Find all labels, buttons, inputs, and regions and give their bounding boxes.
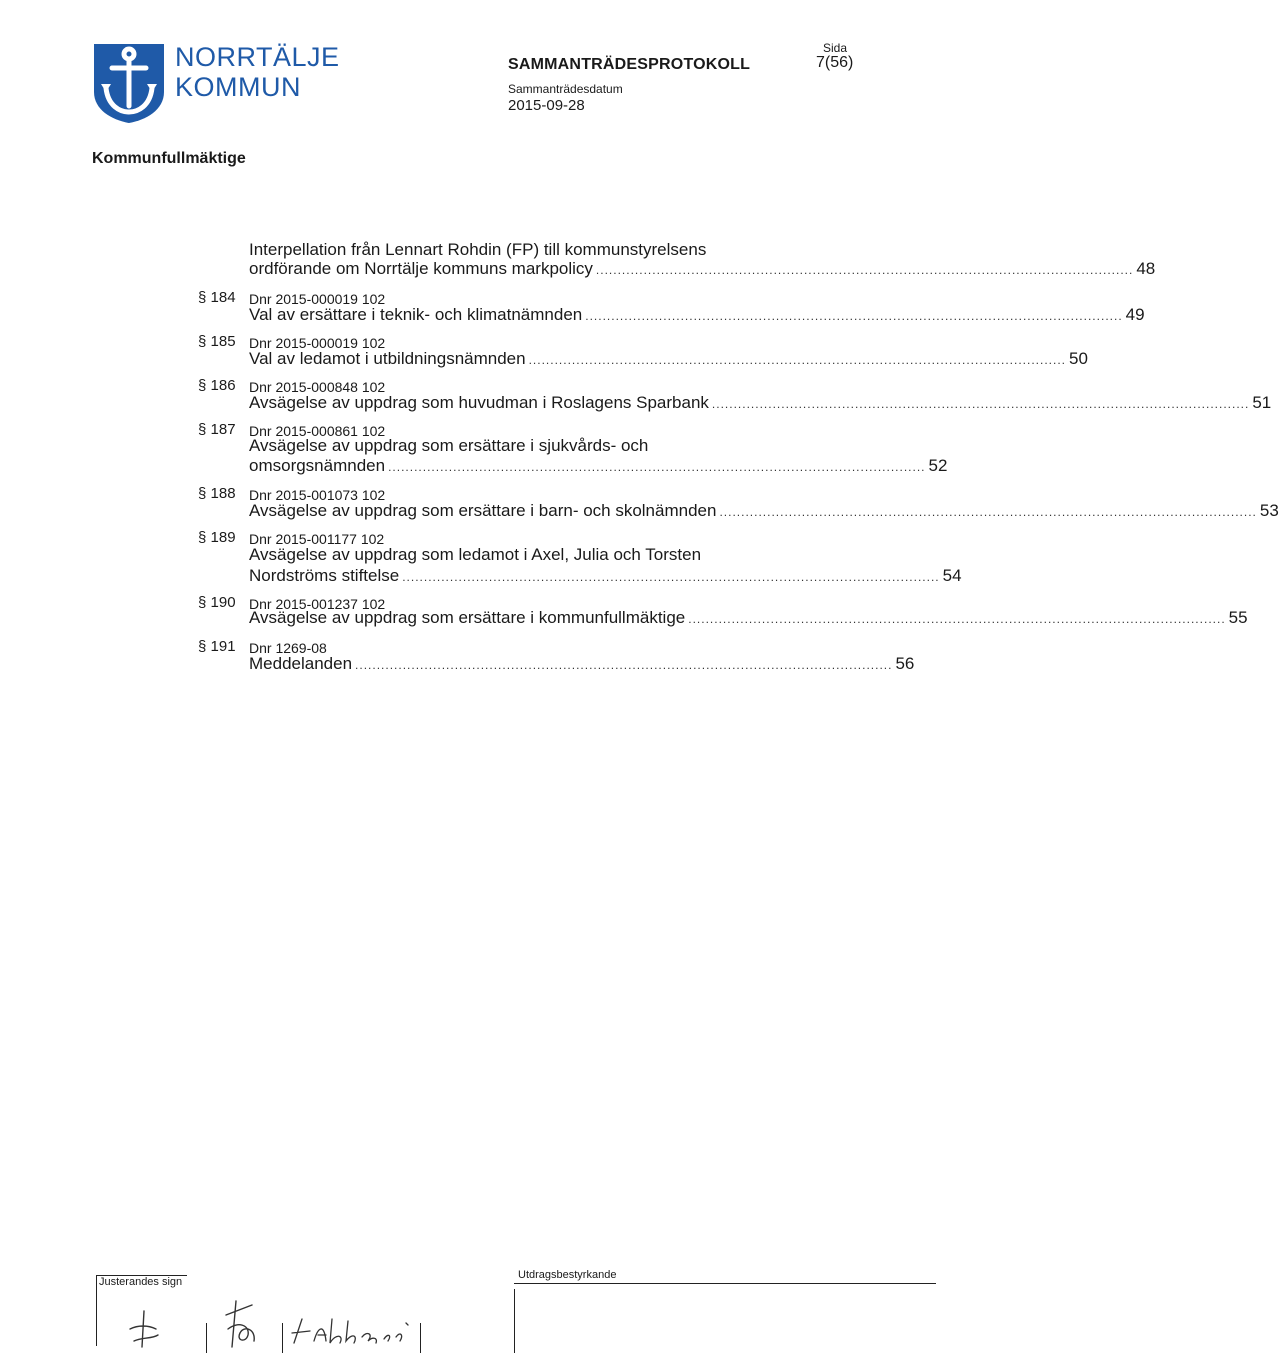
toc-entry-dnr: Dnr 2015-001073 102: [249, 487, 386, 503]
toc-entry-dnr: Dnr 2015-000019 102: [249, 335, 386, 351]
assembly-name: Kommunfullmäktige: [92, 150, 246, 167]
leader-dots: ............................................................................................................................: [355, 658, 893, 672]
toc-entry-paragraph: § 185: [198, 333, 236, 350]
divider: [206, 1323, 207, 1353]
toc-entry-last-line: [249, 501, 1279, 522]
leader-dots: ............................................................................................................................: [711, 397, 1250, 411]
divider: [420, 1323, 421, 1353]
toc-entry-page: 56: [895, 654, 915, 673]
toc-entry-last-line: [249, 305, 1145, 326]
toc-entry-dnr: Dnr 2015-000848 102: [249, 379, 386, 395]
toc-entry-title: ordförande om Norrtälje kommuns markpolicy: [249, 259, 593, 278]
document-type: SAMMANTRÄDESPROTOKOLL: [508, 56, 751, 73]
org-name-line2: KOMMUN: [175, 72, 301, 102]
toc-entry-paragraph: § 187: [198, 421, 236, 438]
org-name-line1: NORRTÄLJE: [175, 42, 340, 72]
toc-entry-title: Val av ersättare i teknik- och klimatnämnden: [249, 305, 583, 324]
divider: [282, 1323, 283, 1353]
leader-dots: ............................................................................................................................: [688, 612, 1226, 626]
toc-entry-dnr: Dnr 2015-001237 102: [249, 596, 386, 612]
toc-entry-paragraph: § 184: [198, 289, 236, 306]
leader-dots: ............................................................................................................................: [595, 263, 1134, 277]
toc-entry-title: Nordströms stiftelse: [249, 566, 400, 585]
toc-entry-title-line: Avsägelse av uppdrag som ersättare i sjukvårds- och: [249, 436, 649, 455]
toc-entry-last-line: [249, 654, 915, 675]
toc-entry-page: 48: [1136, 259, 1156, 278]
toc-entry-title-line: Interpellation från Lennart Rohdin (FP) till kommunstyrelsens: [249, 240, 707, 259]
leader-dots: ............................................................................................................................: [719, 505, 1257, 519]
toc-entry-title: Avsägelse av uppdrag som ersättare i kommunfullmäktige: [249, 608, 686, 627]
toc-entry-last-line: [249, 393, 1272, 414]
toc-entry-title: Val av ledamot i utbildningsnämnden: [249, 349, 526, 368]
toc-entry-dnr: Dnr 2015-000861 102: [249, 423, 386, 439]
handwritten-initials-2: [218, 1295, 268, 1353]
toc-entry-paragraph: § 191: [198, 638, 236, 655]
toc-entry-paragraph: § 188: [198, 485, 236, 502]
toc-entry-last-line: [249, 566, 962, 587]
toc-entry-page: 55: [1228, 608, 1248, 627]
toc-entry-paragraph: § 190: [198, 594, 236, 611]
toc-entry-page: 53: [1259, 501, 1279, 520]
toc-entry-title: Avsägelse av uppdrag som ersättare i barn- och skolnämnden: [249, 501, 717, 520]
toc-entry-page: 50: [1069, 349, 1088, 368]
toc-entry-title: Avsägelse av uppdrag som huvudman i Roslagens Sparbank: [249, 393, 709, 412]
leader-dots: ............................................................................................................................: [388, 460, 926, 474]
certification-label: Utdragsbestyrkande: [518, 1269, 617, 1281]
toc-entry-dnr: Dnr 2015-001177 102: [249, 531, 385, 547]
toc-entry-title: Meddelanden: [249, 654, 353, 673]
toc-entry-dnr: Dnr 1269-08: [249, 640, 327, 656]
toc-entry-last-line: [249, 456, 948, 477]
handwritten-initials-1: [114, 1307, 174, 1355]
toc-entry-last-line: [249, 608, 1248, 629]
toc-entry-page: 49: [1125, 305, 1145, 324]
toc-entry-last-line: [249, 259, 1156, 280]
initials-label: Justerandes sign: [99, 1276, 183, 1288]
handwritten-signature: [288, 1311, 418, 1353]
leader-dots: ............................................................................................................................: [585, 309, 1123, 323]
toc-entry-paragraph: § 186: [198, 377, 236, 394]
toc-entry-page: 52: [928, 456, 948, 475]
meeting-date-label: Sammanträdesdatum: [508, 82, 623, 96]
page-number: 7(56): [816, 54, 854, 71]
divider: [514, 1289, 515, 1353]
toc-entry-page: 54: [942, 566, 962, 585]
meeting-date: 2015-09-28: [508, 97, 585, 114]
norrtalje-coat-of-arms-logo: [90, 40, 168, 124]
footer-divider: [514, 1283, 936, 1284]
org-name: [175, 42, 340, 102]
page-label: Sida: [823, 41, 848, 55]
toc-entry-title: omsorgsnämnden: [249, 456, 386, 475]
toc-entry-dnr: Dnr 2015-000019 102: [249, 291, 386, 307]
toc-entry-title-line: Avsägelse av uppdrag som ledamot i Axel, Julia och Torsten: [249, 545, 702, 564]
leader-dots: ............................................................................................................................: [402, 570, 940, 584]
signature-footer: [96, 1267, 936, 1357]
toc-entry-page: 51: [1252, 393, 1272, 412]
toc-entry-paragraph: § 189: [198, 529, 236, 546]
toc-entry-last-line: [249, 349, 1088, 370]
leader-dots: ............................................................................................................................: [528, 353, 1067, 367]
